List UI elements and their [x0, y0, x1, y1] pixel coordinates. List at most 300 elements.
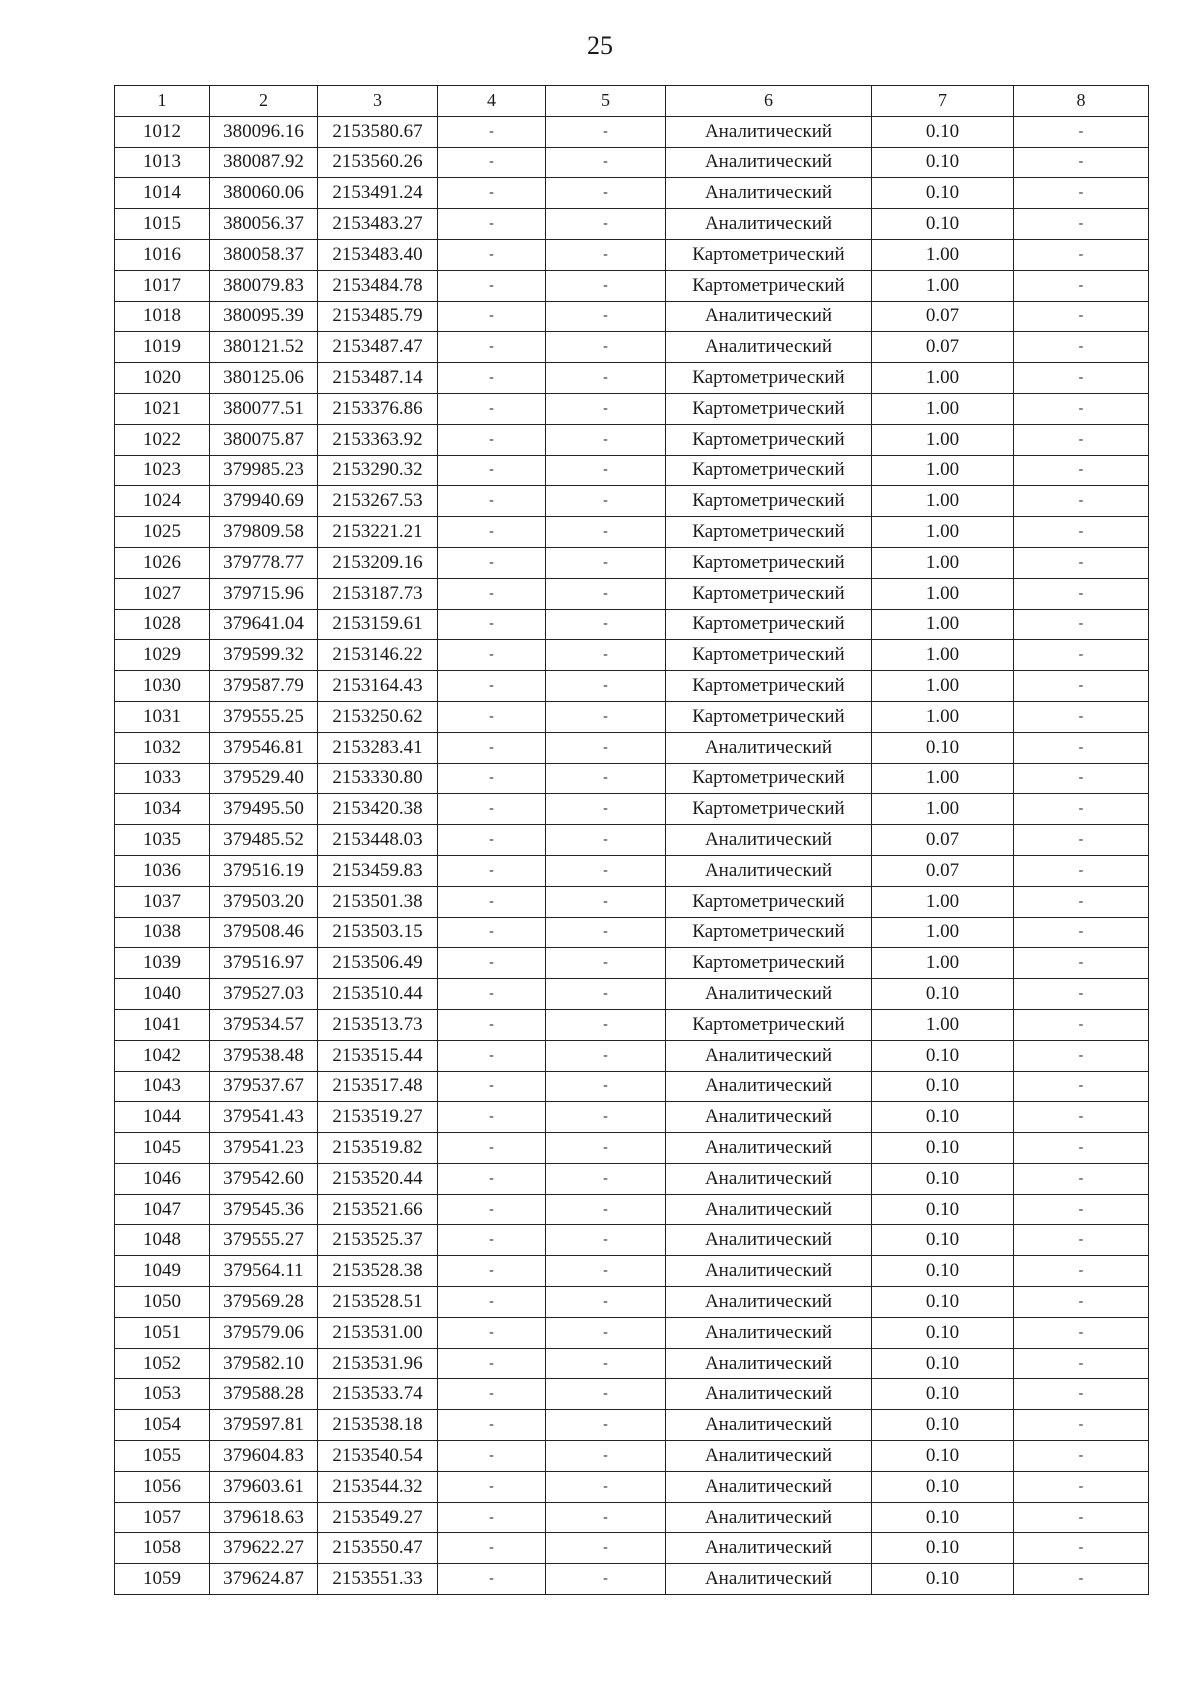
- col8-cell: -: [1014, 301, 1149, 332]
- col8-cell: -: [1014, 917, 1149, 948]
- table-row: [115, 209, 1149, 240]
- x-coordinate-cell: 379534.57: [210, 1009, 318, 1040]
- col5-cell: -: [546, 732, 666, 763]
- table-row: [115, 886, 1149, 917]
- table-row: [115, 393, 1149, 424]
- accuracy-cell: 1.00: [872, 455, 1014, 486]
- y-coordinate-cell: 2153503.15: [318, 917, 438, 948]
- accuracy-cell: 1.00: [872, 363, 1014, 394]
- x-coordinate-cell: 379603.61: [210, 1471, 318, 1502]
- x-coordinate-cell: 379529.40: [210, 763, 318, 794]
- coordinates-table: [114, 85, 1149, 1595]
- col8-cell: -: [1014, 794, 1149, 825]
- col5-cell: -: [546, 1287, 666, 1318]
- method-cell: Картометрический: [666, 917, 872, 948]
- point-number-cell: 1032: [115, 732, 210, 763]
- x-coordinate-cell: 379516.97: [210, 948, 318, 979]
- table-row: [115, 1441, 1149, 1472]
- y-coordinate-cell: 2153501.38: [318, 886, 438, 917]
- col5-cell: -: [546, 147, 666, 178]
- col8-cell: -: [1014, 455, 1149, 486]
- method-cell: Картометрический: [666, 363, 872, 394]
- col8-cell: -: [1014, 1379, 1149, 1410]
- table-row: [115, 855, 1149, 886]
- y-coordinate-cell: 2153520.44: [318, 1163, 438, 1194]
- accuracy-cell: 0.07: [872, 301, 1014, 332]
- x-coordinate-cell: 380056.37: [210, 209, 318, 240]
- col5-cell: -: [546, 1348, 666, 1379]
- method-cell: Картометрический: [666, 701, 872, 732]
- col4-cell: -: [438, 979, 546, 1010]
- accuracy-cell: 1.00: [872, 701, 1014, 732]
- col5-cell: -: [546, 701, 666, 732]
- method-cell: Аналитический: [666, 1564, 872, 1595]
- col8-cell: -: [1014, 1009, 1149, 1040]
- col5-cell: -: [546, 979, 666, 1010]
- col8-cell: -: [1014, 1410, 1149, 1441]
- col8-cell: -: [1014, 239, 1149, 270]
- table-row: [115, 1071, 1149, 1102]
- y-coordinate-cell: 2153484.78: [318, 270, 438, 301]
- col8-cell: -: [1014, 486, 1149, 517]
- x-coordinate-cell: 379582.10: [210, 1348, 318, 1379]
- col5-cell: -: [546, 1410, 666, 1441]
- point-number-cell: 1023: [115, 455, 210, 486]
- accuracy-cell: 1.00: [872, 547, 1014, 578]
- col4-cell: -: [438, 763, 546, 794]
- col8-cell: -: [1014, 671, 1149, 702]
- x-coordinate-cell: 379985.23: [210, 455, 318, 486]
- point-number-cell: 1052: [115, 1348, 210, 1379]
- point-number-cell: 1029: [115, 640, 210, 671]
- x-coordinate-cell: 379516.19: [210, 855, 318, 886]
- table-row: [115, 147, 1149, 178]
- point-number-cell: 1021: [115, 393, 210, 424]
- accuracy-cell: 0.07: [872, 332, 1014, 363]
- col8-cell: -: [1014, 886, 1149, 917]
- col4-cell: -: [438, 732, 546, 763]
- point-number-cell: 1015: [115, 209, 210, 240]
- col5-cell: -: [546, 1040, 666, 1071]
- x-coordinate-cell: 380087.92: [210, 147, 318, 178]
- y-coordinate-cell: 2153187.73: [318, 578, 438, 609]
- col4-cell: -: [438, 1102, 546, 1133]
- y-coordinate-cell: 2153510.44: [318, 979, 438, 1010]
- method-cell: Аналитический: [666, 209, 872, 240]
- col4-cell: -: [438, 1379, 546, 1410]
- point-number-cell: 1059: [115, 1564, 210, 1595]
- point-number-cell: 1051: [115, 1317, 210, 1348]
- col4-cell: -: [438, 209, 546, 240]
- method-cell: Картометрический: [666, 455, 872, 486]
- col5-cell: -: [546, 1009, 666, 1040]
- col4-cell: -: [438, 1225, 546, 1256]
- col4-cell: -: [438, 270, 546, 301]
- col5-cell: -: [546, 825, 666, 856]
- table-row: [115, 763, 1149, 794]
- accuracy-cell: 1.00: [872, 393, 1014, 424]
- point-number-cell: 1038: [115, 917, 210, 948]
- table-row: [115, 1471, 1149, 1502]
- accuracy-cell: 1.00: [872, 640, 1014, 671]
- y-coordinate-cell: 2153330.80: [318, 763, 438, 794]
- table-row: [115, 979, 1149, 1010]
- accuracy-cell: 0.07: [872, 855, 1014, 886]
- accuracy-cell: 0.10: [872, 1502, 1014, 1533]
- method-cell: Аналитический: [666, 1287, 872, 1318]
- y-coordinate-cell: 2153519.27: [318, 1102, 438, 1133]
- accuracy-cell: 0.10: [872, 1564, 1014, 1595]
- y-coordinate-cell: 2153551.33: [318, 1564, 438, 1595]
- accuracy-cell: 1.00: [872, 270, 1014, 301]
- method-cell: Аналитический: [666, 825, 872, 856]
- col8-cell: -: [1014, 948, 1149, 979]
- col8-cell: -: [1014, 1287, 1149, 1318]
- x-coordinate-cell: 379588.28: [210, 1379, 318, 1410]
- method-cell: Аналитический: [666, 332, 872, 363]
- accuracy-cell: 0.10: [872, 1071, 1014, 1102]
- x-coordinate-cell: 379508.46: [210, 917, 318, 948]
- accuracy-cell: 0.10: [872, 1410, 1014, 1441]
- col4-cell: -: [438, 1287, 546, 1318]
- table-row: [115, 1040, 1149, 1071]
- method-cell: Картометрический: [666, 239, 872, 270]
- col4-cell: -: [438, 1194, 546, 1225]
- x-coordinate-cell: 379537.67: [210, 1071, 318, 1102]
- col4-cell: -: [438, 1564, 546, 1595]
- col5-cell: -: [546, 886, 666, 917]
- col8-cell: -: [1014, 1317, 1149, 1348]
- y-coordinate-cell: 2153159.61: [318, 609, 438, 640]
- point-number-cell: 1045: [115, 1133, 210, 1164]
- table-row: [115, 825, 1149, 856]
- col4-cell: -: [438, 1410, 546, 1441]
- x-coordinate-cell: 379555.25: [210, 701, 318, 732]
- col8-cell: -: [1014, 979, 1149, 1010]
- point-number-cell: 1049: [115, 1256, 210, 1287]
- column-header-1: 1: [115, 86, 210, 117]
- col5-cell: -: [546, 1502, 666, 1533]
- accuracy-cell: 1.00: [872, 671, 1014, 702]
- accuracy-cell: 0.10: [872, 1287, 1014, 1318]
- y-coordinate-cell: 2153538.18: [318, 1410, 438, 1441]
- col8-cell: -: [1014, 855, 1149, 886]
- point-number-cell: 1041: [115, 1009, 210, 1040]
- method-cell: Аналитический: [666, 1471, 872, 1502]
- y-coordinate-cell: 2153513.73: [318, 1009, 438, 1040]
- table-row: [115, 732, 1149, 763]
- table-row: [115, 517, 1149, 548]
- col5-cell: -: [546, 1441, 666, 1472]
- table-row: [115, 1564, 1149, 1595]
- table-row: [115, 1163, 1149, 1194]
- table-row: [115, 671, 1149, 702]
- y-coordinate-cell: 2153420.38: [318, 794, 438, 825]
- accuracy-cell: 0.10: [872, 1194, 1014, 1225]
- col8-cell: -: [1014, 178, 1149, 209]
- y-coordinate-cell: 2153363.92: [318, 424, 438, 455]
- method-cell: Картометрический: [666, 270, 872, 301]
- col4-cell: -: [438, 517, 546, 548]
- table-row: [115, 239, 1149, 270]
- accuracy-cell: 1.00: [872, 578, 1014, 609]
- y-coordinate-cell: 2153487.14: [318, 363, 438, 394]
- col8-cell: -: [1014, 1102, 1149, 1133]
- y-coordinate-cell: 2153483.27: [318, 209, 438, 240]
- table-row: [115, 332, 1149, 363]
- col4-cell: -: [438, 671, 546, 702]
- accuracy-cell: 0.10: [872, 209, 1014, 240]
- col8-cell: -: [1014, 701, 1149, 732]
- table-header-row: [115, 86, 1149, 117]
- col8-cell: -: [1014, 116, 1149, 147]
- accuracy-cell: 1.00: [872, 917, 1014, 948]
- accuracy-cell: 0.10: [872, 979, 1014, 1010]
- accuracy-cell: 0.07: [872, 825, 1014, 856]
- method-cell: Аналитический: [666, 1502, 872, 1533]
- x-coordinate-cell: 380095.39: [210, 301, 318, 332]
- col8-cell: -: [1014, 640, 1149, 671]
- col4-cell: -: [438, 609, 546, 640]
- col8-cell: -: [1014, 1533, 1149, 1564]
- y-coordinate-cell: 2153506.49: [318, 948, 438, 979]
- accuracy-cell: 0.10: [872, 116, 1014, 147]
- method-cell: Аналитический: [666, 1317, 872, 1348]
- col5-cell: -: [546, 640, 666, 671]
- x-coordinate-cell: 379715.96: [210, 578, 318, 609]
- col4-cell: -: [438, 393, 546, 424]
- col4-cell: -: [438, 363, 546, 394]
- x-coordinate-cell: 379641.04: [210, 609, 318, 640]
- x-coordinate-cell: 379545.36: [210, 1194, 318, 1225]
- method-cell: Картометрический: [666, 640, 872, 671]
- y-coordinate-cell: 2153448.03: [318, 825, 438, 856]
- col4-cell: -: [438, 948, 546, 979]
- col5-cell: -: [546, 116, 666, 147]
- table-row: [115, 1256, 1149, 1287]
- table-row: [115, 301, 1149, 332]
- method-cell: Аналитический: [666, 147, 872, 178]
- method-cell: Аналитический: [666, 1379, 872, 1410]
- point-number-cell: 1056: [115, 1471, 210, 1502]
- y-coordinate-cell: 2153209.16: [318, 547, 438, 578]
- method-cell: Картометрический: [666, 763, 872, 794]
- table-row: [115, 486, 1149, 517]
- col8-cell: -: [1014, 363, 1149, 394]
- accuracy-cell: 1.00: [872, 517, 1014, 548]
- accuracy-cell: 1.00: [872, 886, 1014, 917]
- table-row: [115, 1287, 1149, 1318]
- col8-cell: -: [1014, 1071, 1149, 1102]
- point-number-cell: 1030: [115, 671, 210, 702]
- x-coordinate-cell: 380079.83: [210, 270, 318, 301]
- accuracy-cell: 0.10: [872, 1133, 1014, 1164]
- point-number-cell: 1039: [115, 948, 210, 979]
- table-row: [115, 116, 1149, 147]
- col8-cell: -: [1014, 609, 1149, 640]
- point-number-cell: 1025: [115, 517, 210, 548]
- y-coordinate-cell: 2153533.74: [318, 1379, 438, 1410]
- point-number-cell: 1058: [115, 1533, 210, 1564]
- y-coordinate-cell: 2153250.62: [318, 701, 438, 732]
- table-row: [115, 794, 1149, 825]
- y-coordinate-cell: 2153146.22: [318, 640, 438, 671]
- accuracy-cell: 0.10: [872, 1225, 1014, 1256]
- col8-cell: -: [1014, 1502, 1149, 1533]
- x-coordinate-cell: 379778.77: [210, 547, 318, 578]
- accuracy-cell: 1.00: [872, 763, 1014, 794]
- table-row: [115, 1348, 1149, 1379]
- point-number-cell: 1055: [115, 1441, 210, 1472]
- col4-cell: -: [438, 1071, 546, 1102]
- point-number-cell: 1053: [115, 1379, 210, 1410]
- col5-cell: -: [546, 1256, 666, 1287]
- col4-cell: -: [438, 1009, 546, 1040]
- col4-cell: -: [438, 147, 546, 178]
- col4-cell: -: [438, 1040, 546, 1071]
- point-number-cell: 1020: [115, 363, 210, 394]
- table-row: [115, 578, 1149, 609]
- col5-cell: -: [546, 1379, 666, 1410]
- col8-cell: -: [1014, 732, 1149, 763]
- x-coordinate-cell: 379503.20: [210, 886, 318, 917]
- col5-cell: -: [546, 178, 666, 209]
- x-coordinate-cell: 380058.37: [210, 239, 318, 270]
- col4-cell: -: [438, 239, 546, 270]
- point-number-cell: 1033: [115, 763, 210, 794]
- x-coordinate-cell: 379569.28: [210, 1287, 318, 1318]
- x-coordinate-cell: 379940.69: [210, 486, 318, 517]
- y-coordinate-cell: 2153580.67: [318, 116, 438, 147]
- table-row: [115, 178, 1149, 209]
- point-number-cell: 1035: [115, 825, 210, 856]
- accuracy-cell: 0.10: [872, 147, 1014, 178]
- x-coordinate-cell: 379618.63: [210, 1502, 318, 1533]
- col8-cell: -: [1014, 578, 1149, 609]
- col8-cell: -: [1014, 1040, 1149, 1071]
- col4-cell: -: [438, 547, 546, 578]
- column-header-8: 8: [1014, 86, 1149, 117]
- x-coordinate-cell: 379622.27: [210, 1533, 318, 1564]
- point-number-cell: 1057: [115, 1502, 210, 1533]
- method-cell: Аналитический: [666, 301, 872, 332]
- col8-cell: -: [1014, 1194, 1149, 1225]
- accuracy-cell: 1.00: [872, 1009, 1014, 1040]
- col5-cell: -: [546, 855, 666, 886]
- column-header-5: 5: [546, 86, 666, 117]
- col4-cell: -: [438, 640, 546, 671]
- method-cell: Картометрический: [666, 794, 872, 825]
- col5-cell: -: [546, 547, 666, 578]
- method-cell: Аналитический: [666, 178, 872, 209]
- x-coordinate-cell: 380121.52: [210, 332, 318, 363]
- col5-cell: -: [546, 1564, 666, 1595]
- point-number-cell: 1016: [115, 239, 210, 270]
- col4-cell: -: [438, 486, 546, 517]
- col8-cell: -: [1014, 1163, 1149, 1194]
- col4-cell: -: [438, 855, 546, 886]
- y-coordinate-cell: 2153491.24: [318, 178, 438, 209]
- accuracy-cell: 0.10: [872, 1379, 1014, 1410]
- y-coordinate-cell: 2153459.83: [318, 855, 438, 886]
- col5-cell: -: [546, 424, 666, 455]
- point-number-cell: 1046: [115, 1163, 210, 1194]
- col8-cell: -: [1014, 1564, 1149, 1595]
- column-header-7: 7: [872, 86, 1014, 117]
- x-coordinate-cell: 379624.87: [210, 1564, 318, 1595]
- col4-cell: -: [438, 1502, 546, 1533]
- col5-cell: -: [546, 1133, 666, 1164]
- point-number-cell: 1044: [115, 1102, 210, 1133]
- table-row: [115, 1194, 1149, 1225]
- method-cell: Аналитический: [666, 1102, 872, 1133]
- method-cell: Картометрический: [666, 609, 872, 640]
- point-number-cell: 1047: [115, 1194, 210, 1225]
- accuracy-cell: 0.10: [872, 1256, 1014, 1287]
- x-coordinate-cell: 379541.43: [210, 1102, 318, 1133]
- table-row: [115, 1133, 1149, 1164]
- point-number-cell: 1036: [115, 855, 210, 886]
- col5-cell: -: [546, 1471, 666, 1502]
- y-coordinate-cell: 2153283.41: [318, 732, 438, 763]
- method-cell: Картометрический: [666, 517, 872, 548]
- col8-cell: -: [1014, 147, 1149, 178]
- col8-cell: -: [1014, 825, 1149, 856]
- x-coordinate-cell: 380077.51: [210, 393, 318, 424]
- page-number: 25: [587, 31, 613, 60]
- point-number-cell: 1018: [115, 301, 210, 332]
- col5-cell: -: [546, 363, 666, 394]
- accuracy-cell: 0.10: [872, 178, 1014, 209]
- x-coordinate-cell: 380075.87: [210, 424, 318, 455]
- table-row: [115, 948, 1149, 979]
- x-coordinate-cell: 379809.58: [210, 517, 318, 548]
- y-coordinate-cell: 2153517.48: [318, 1071, 438, 1102]
- col5-cell: -: [546, 270, 666, 301]
- point-number-cell: 1026: [115, 547, 210, 578]
- x-coordinate-cell: 379541.23: [210, 1133, 318, 1164]
- col5-cell: -: [546, 794, 666, 825]
- col5-cell: -: [546, 239, 666, 270]
- accuracy-cell: 1.00: [872, 424, 1014, 455]
- x-coordinate-cell: 380060.06: [210, 178, 318, 209]
- x-coordinate-cell: 379538.48: [210, 1040, 318, 1071]
- point-number-cell: 1031: [115, 701, 210, 732]
- y-coordinate-cell: 2153221.21: [318, 517, 438, 548]
- y-coordinate-cell: 2153485.79: [318, 301, 438, 332]
- point-number-cell: 1019: [115, 332, 210, 363]
- x-coordinate-cell: 379555.27: [210, 1225, 318, 1256]
- col5-cell: -: [546, 671, 666, 702]
- y-coordinate-cell: 2153525.37: [318, 1225, 438, 1256]
- accuracy-cell: 0.10: [872, 1441, 1014, 1472]
- col5-cell: -: [546, 917, 666, 948]
- y-coordinate-cell: 2153550.47: [318, 1533, 438, 1564]
- point-number-cell: 1037: [115, 886, 210, 917]
- accuracy-cell: 0.10: [872, 1040, 1014, 1071]
- y-coordinate-cell: 2153164.43: [318, 671, 438, 702]
- table-row: [115, 917, 1149, 948]
- y-coordinate-cell: 2153483.40: [318, 239, 438, 270]
- y-coordinate-cell: 2153267.53: [318, 486, 438, 517]
- x-coordinate-cell: 380125.06: [210, 363, 318, 394]
- method-cell: Картометрический: [666, 424, 872, 455]
- accuracy-cell: 1.00: [872, 609, 1014, 640]
- col8-cell: -: [1014, 1133, 1149, 1164]
- method-cell: Аналитический: [666, 116, 872, 147]
- accuracy-cell: 1.00: [872, 948, 1014, 979]
- method-cell: Картометрический: [666, 393, 872, 424]
